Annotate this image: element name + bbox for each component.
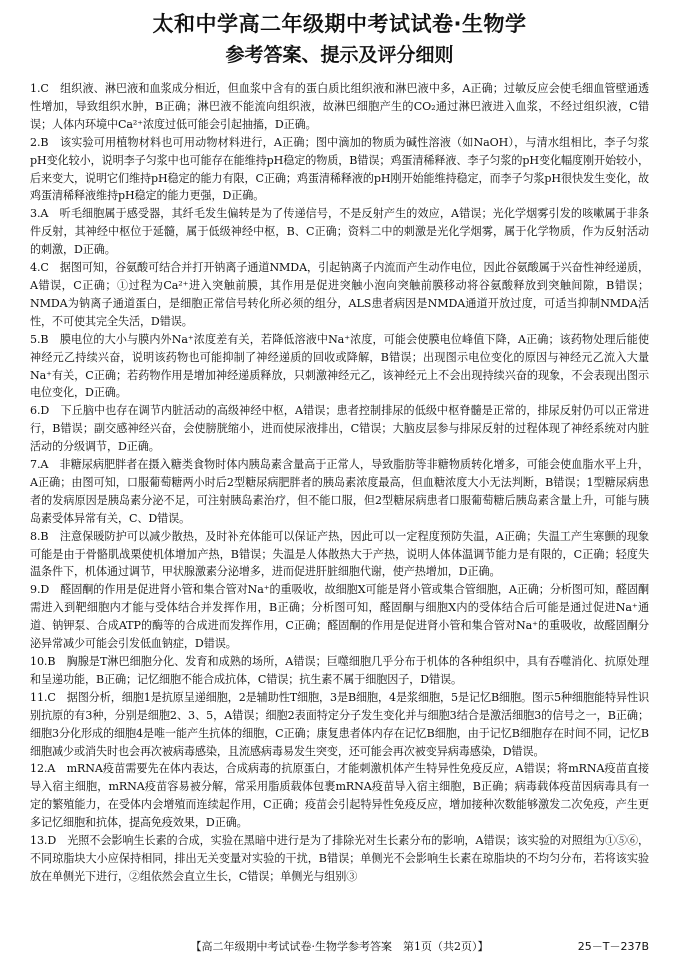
answer-item: 10.B 胸腺是T淋巴细胞分化、发育和成熟的场所，A错误；巨噬细胞几乎分布于机体的各种组织中，具有吞噬消化、抗原处理和呈递功能，B正确；记忆细胞不能合成抗体，C错误；抗生素不属于细胞因子，D错误。 (30, 655, 649, 686)
answer-list (30, 80, 649, 886)
footer-exam-code: 25－T－237B (577, 940, 649, 953)
answer-item: 4.C 据图可知，谷氨酸可结合并打开钠离子通道NMDA，引起钠离子内流而产生动作电位，因此谷氨酸属于兴奋性神经递质，A错误，C正确；①过程为Ca²⁺进入突触前膜，其作用是促进突触小泡向突触前膜移动将谷氨酸释放到突触间隙，B错误；NMDA为钠离子通道蛋白，是细胞正常信号转化所必须的组分，ALS患者病因是NMDA通道开放过度，可适当抑制NMDA活性，不可使其完全失活，D错误。 (30, 261, 649, 328)
answer-item: 6.D 下丘脑中也存在调节内脏活动的高级神经中枢，A错误；患者控制排尿的低级中枢脊髓是正常的，排尿反射仍可以正常进行，B错误；副交感神经兴奋，会使膀胱缩小，进而使尿液排出，C错误；大脑皮层参与排尿反射的过程体现了神经系统对内脏活动的分级调节，D正确。 (30, 404, 650, 454)
answer-item: 11.C 据图分析，细胞1是抗原呈递细胞，2是辅助性T细胞，3是B细胞，4是浆细胞，5是记忆B细胞。图示5种细胞能特异性识别抗原的有3种，分别是细胞2、3、5，A错误；细胞2表面特定分子发生变化并与细胞3结合是激活细胞3的信号之一，B正确；细胞3分化形成的细胞4是唯一能产生抗体的细胞，C正确；康复患者体内存在记忆B细胞，由于记忆B细胞存在时间不同，记忆B细胞减少或消失时也会再次被病毒感染，且流感病毒易发生突变，还可能会再次被变异病毒感染，D错误。 (30, 690, 649, 758)
page-title: 太和中学高二年级期中考试试卷·生物学 (152, 12, 527, 36)
answer-item: 3.A 听毛细胞属于感受器，其纤毛发生偏转是为了传递信号，不是反射产生的效应，A错误；光化学烟雾引发的咳嗽属于非条件反射，其神经中枢位于延髓，属于低级神经中枢，B、C正确；资料二中的刺激是光化学烟雾，属于化学物质，作为反射活动的刺激，D正确。 (30, 207, 649, 257)
footer-page-info: 【高二年级期中考试试卷·生物学参考答案 第1页（共2页）】 (190, 940, 489, 953)
answer-item: 12.A mRNA疫苗需要先在体内表达，合成病毒的抗原蛋白，才能刺激机体产生特异性免疫反应，A错误；将mRNA疫苗直接导入宿主细胞，mRNA疫苗容易被分解，常采用脂质载体包裹mRNA疫苗导入宿主细胞，B正确；病毒载体疫苗因病毒具有一定的繁殖能力，在受体内会增殖而连续起作用，C正确；疫苗会引起特异性免疫反应，增加接种次数能够激发二次免疫，产生更多记忆细胞和抗体，提高免疫效果，D正确。 (30, 762, 649, 830)
answer-item: 8.B 注意保暖防护可以减少散热，及时补充体能可以保证产热，因此可以一定程度预防失温，A正确；失温工产生寒颤的现象可能是由于骨骼肌战栗使机体增加产热，B错误；失温是人体散热大于产热，说明人体体温调节能力是有限的，C正确；轻度失温条件下，机体通过调节，甲状腺激素分泌增多，进而促进肝脏细胞代谢，使产热增加，D正确。 (30, 529, 650, 579)
page-footer (30, 938, 649, 956)
answer-item: 13.D 光照不会影响生长素的合成，实验在黑暗中进行是为了排除光对生长素分布的影响，A错误；该实验的对照组为①⑤⑥，不同琼脂块大小应保持相同，排出无关变量对实验的干扰，B错误；单侧光不会影响生长素在琼脂块的不均匀分布，若将该实验放在单侧光下进行，②组依然会直立生长，C错误；单侧光与组别③ (30, 834, 649, 883)
answer-item: 5.B 膜电位的大小与膜内外Na⁺浓度差有关，若降低溶液中Na⁺浓度，可能会使膜电位峰值下降，A正确；该药物处理后能使神经元乙持续兴奋，说明该药物也可能抑制了神经递质的回收或降解，B错误；出现图示电位变化的原因与神经元乙流入大量Na⁺有关，C正确；若药物作用是增加神经递质释放，只刺激神经元乙，该神经元上不会出现持续兴奋的现象，不会表现出图示电位变化，D正确。 (30, 332, 649, 400)
answer-item: 7.A 非糖尿病肥胖者在摄入糖类食物时体内胰岛素含量高于正常人，导致脂肪等非糖物质转化增多，可能会使血脂水平上升，A正确；由图可知，口服葡萄糖两小时后2型糖尿病肥胖者的胰岛素浓度最高，但血糖浓度大小无法判断，B错误；1型糖尿病患者的发病原因是胰岛素分泌不足，可注射胰岛素治疗，但不能口服，但2型糖尿病患者口服葡萄糖后胰岛素含量上升，可能与胰岛素受体异常有关，C、D错误。 (30, 458, 649, 525)
answer-item: 1.C 组织液、淋巴液和血浆成分相近，但血浆中含有的蛋白质比组织液和淋巴液中多，A正确；过敏反应会使毛细血管壁通透性增加，导致组织水肿，B正确；淋巴液不能流向组织液，故淋巴细胞产生的CO₂通过淋巴液进入血浆，不经过组织液，C错误；人体内环境中Ca²⁺浓度过低可能会引起抽搐，D正确。 (30, 82, 649, 131)
page-subtitle: 参考答案、提示及评分细则 (225, 44, 454, 66)
answer-item: 2.B 该实验可用植物材料也可用动物材料进行，A正确；图中滴加的物质为碱性溶液（如NaOH），与清水组相比，李子匀浆pH变化较小，说明李子匀浆中也可能存在能维持pH稳定的物质，B错误；鸡蛋清稀释液、李子匀浆的pH变化幅度刚开始较小，后来变大，说明它们维持pH稳定的能力有限，C正确；鸡蛋清稀释液的pH刚开始能维持稳定，而李子匀浆pH很快发生变化，故鸡蛋清稀释液维持pH稳定的能力更强，D正确。 (30, 135, 649, 203)
answer-item: 9.D 醛固酮的作用是促进肾小管和集合管对Na⁺的重吸收，故细胞X可能是肾小管或集合管细胞，A正确；分析图可知，醛固酮需进入到靶细胞内才能与受体结合并发挥作用，B正确；分析图可知，醛固酮与细胞X内的受体结合后可能是通过促进Na⁺通道、钠钾泵、合成ATP的酶等的合成进而发挥作用，C正确；醛固酮的作用是促进肾小管和集合管对Na⁺的重吸收，故醛固酮分泌异常减少可能会引发低血钠症，D错误。 (30, 583, 649, 651)
